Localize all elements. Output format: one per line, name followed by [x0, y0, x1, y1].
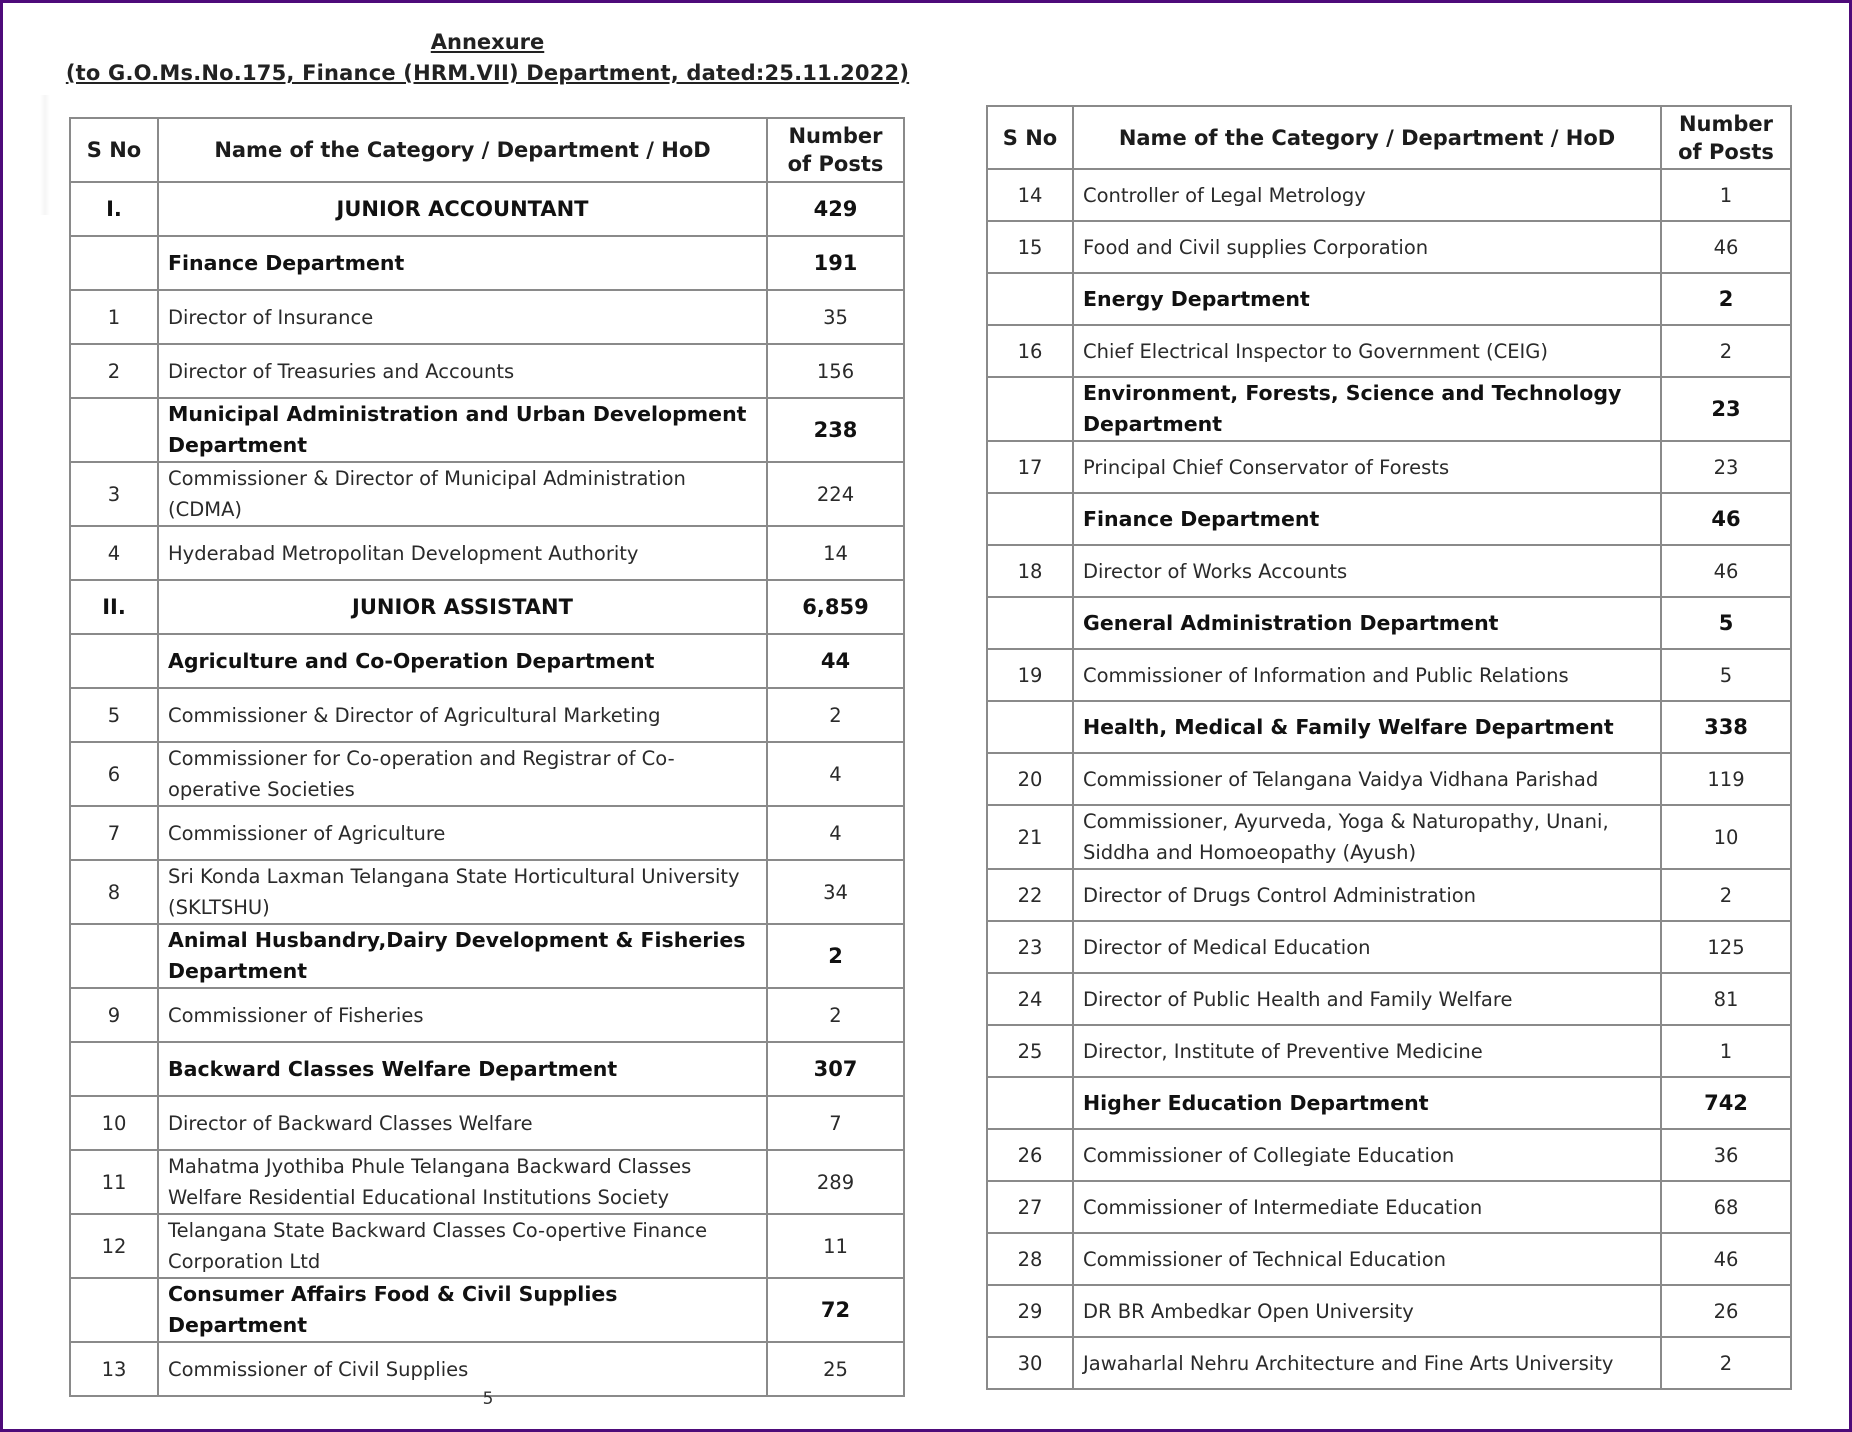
- table-row: [987, 441, 1791, 493]
- sno-cell: II.: [70, 580, 158, 634]
- table-header-row: [987, 106, 1791, 169]
- table-row: [70, 860, 904, 924]
- posts-cell: 2: [767, 924, 904, 988]
- name-cell: JUNIOR ASSISTANT: [158, 580, 767, 634]
- sno-cell: 15: [987, 221, 1073, 273]
- posts-cell: 238: [767, 398, 904, 462]
- sno-cell: I.: [70, 182, 158, 236]
- sno-cell: 25: [987, 1025, 1073, 1077]
- posts-cell: 46: [1661, 493, 1791, 545]
- posts-cell: 10: [1661, 805, 1791, 869]
- page-shadow: [40, 95, 50, 215]
- sno-cell: 5: [70, 688, 158, 742]
- posts-cell: 289: [767, 1150, 904, 1214]
- posts-cell: 5: [1661, 597, 1791, 649]
- posts-cell: 25: [767, 1342, 904, 1396]
- name-cell: Commissioner for Co-operation and Registrar of Co-operative Societies: [158, 742, 767, 806]
- name-cell: Municipal Administration and Urban Development Department: [158, 398, 767, 462]
- name-cell: Director of Drugs Control Administration: [1073, 869, 1661, 921]
- posts-cell: 4: [767, 742, 904, 806]
- document-subtitle: (to G.O.Ms.No.175, Finance (HRM.VII) Department, dated:25.11.2022): [65, 61, 910, 85]
- sno-cell: 16: [987, 325, 1073, 377]
- department-row: [987, 597, 1791, 649]
- sno-cell: 3: [70, 462, 158, 526]
- name-cell: Commissioner of Telangana Vaidya Vidhana Parishad: [1073, 753, 1661, 805]
- sno-cell: 12: [70, 1214, 158, 1278]
- sno-cell: 26: [987, 1129, 1073, 1181]
- name-cell: Director of Backward Classes Welfare: [158, 1096, 767, 1150]
- table-row: [987, 1181, 1791, 1233]
- name-cell: Commissioner, Ayurveda, Yoga & Naturopathy, Unani, Siddha and Homoeopathy (Ayush): [1073, 805, 1661, 869]
- column-header-name: Name of the Category / Department / HoD: [1073, 106, 1661, 169]
- posts-cell: 23: [1661, 441, 1791, 493]
- category-row: [70, 182, 904, 236]
- table-row: [70, 742, 904, 806]
- sno-cell: 9: [70, 988, 158, 1042]
- table-row: [987, 649, 1791, 701]
- name-cell: Director, Institute of Preventive Medicine: [1073, 1025, 1661, 1077]
- name-cell: Principal Chief Conservator of Forests: [1073, 441, 1661, 493]
- posts-cell: 224: [767, 462, 904, 526]
- column-header-name: Name of the Category / Department / HoD: [158, 118, 767, 182]
- sno-cell: [987, 273, 1073, 325]
- department-row: [70, 1042, 904, 1096]
- table-row: [987, 921, 1791, 973]
- name-cell: Director of Medical Education: [1073, 921, 1661, 973]
- department-row: [70, 398, 904, 462]
- column-header-posts: Number of Posts: [767, 118, 904, 182]
- table-row: [70, 290, 904, 344]
- column-header-sno: S No: [70, 118, 158, 182]
- page-number: 5: [482, 1389, 494, 1409]
- sno-cell: 7: [70, 806, 158, 860]
- posts-cell: 429: [767, 182, 904, 236]
- department-row: [70, 236, 904, 290]
- sno-cell: [70, 634, 158, 688]
- name-cell: Backward Classes Welfare Department: [158, 1042, 767, 1096]
- name-cell: Jawaharlal Nehru Architecture and Fine Arts University: [1073, 1337, 1661, 1389]
- column-header-sno: S No: [987, 106, 1073, 169]
- name-cell: Telangana State Backward Classes Co-opertive Finance Corporation Ltd: [158, 1214, 767, 1278]
- sno-cell: [987, 493, 1073, 545]
- name-cell: Food and Civil supplies Corporation: [1073, 221, 1661, 273]
- name-cell: Agriculture and Co-Operation Department: [158, 634, 767, 688]
- posts-cell: 7: [767, 1096, 904, 1150]
- sno-cell: 4: [70, 526, 158, 580]
- name-cell: Environment, Forests, Science and Technology Department: [1073, 377, 1661, 441]
- name-cell: Commissioner of Collegiate Education: [1073, 1129, 1661, 1181]
- posts-cell: 191: [767, 236, 904, 290]
- table-row: [987, 869, 1791, 921]
- name-cell: DR BR Ambedkar Open University: [1073, 1285, 1661, 1337]
- posts-cell: 14: [767, 526, 904, 580]
- posts-table-right: [986, 105, 1792, 1390]
- name-cell: Commissioner of Technical Education: [1073, 1233, 1661, 1285]
- name-cell: Director of Works Accounts: [1073, 545, 1661, 597]
- sno-cell: 23: [987, 921, 1073, 973]
- name-cell: Finance Department: [158, 236, 767, 290]
- table-row: [70, 1342, 904, 1396]
- posts-cell: 36: [1661, 1129, 1791, 1181]
- name-cell: Mahatma Jyothiba Phule Telangana Backward Classes Welfare Residential Educational Institutions Society: [158, 1150, 767, 1214]
- posts-cell: 46: [1661, 1233, 1791, 1285]
- table-row: [987, 325, 1791, 377]
- posts-cell: 81: [1661, 973, 1791, 1025]
- sno-cell: 17: [987, 441, 1073, 493]
- posts-cell: 23: [1661, 377, 1791, 441]
- table-row: [70, 806, 904, 860]
- sno-cell: 8: [70, 860, 158, 924]
- name-cell: Director of Treasuries and Accounts: [158, 344, 767, 398]
- name-cell: General Administration Department: [1073, 597, 1661, 649]
- table-row: [987, 1233, 1791, 1285]
- table-row: [987, 973, 1791, 1025]
- sno-cell: [70, 1278, 158, 1342]
- posts-cell: 2: [1661, 869, 1791, 921]
- sno-cell: 2: [70, 344, 158, 398]
- sno-cell: 28: [987, 1233, 1073, 1285]
- name-cell: Higher Education Department: [1073, 1077, 1661, 1129]
- posts-cell: 46: [1661, 545, 1791, 597]
- name-cell: Commissioner & Director of Municipal Administration (CDMA): [158, 462, 767, 526]
- sno-cell: 18: [987, 545, 1073, 597]
- column-header-posts: Number of Posts: [1661, 106, 1791, 169]
- sno-cell: [70, 924, 158, 988]
- document-title: Annexure: [430, 30, 545, 54]
- posts-cell: 2: [1661, 273, 1791, 325]
- sno-cell: [70, 1042, 158, 1096]
- posts-cell: 34: [767, 860, 904, 924]
- posts-cell: 26: [1661, 1285, 1791, 1337]
- posts-cell: 2: [1661, 1337, 1791, 1389]
- sno-cell: [987, 597, 1073, 649]
- sno-cell: [987, 1077, 1073, 1129]
- name-cell: Commissioner of Intermediate Education: [1073, 1181, 1661, 1233]
- posts-cell: 46: [1661, 221, 1791, 273]
- table-row: [70, 988, 904, 1042]
- name-cell: Hyderabad Metropolitan Development Authority: [158, 526, 767, 580]
- table-row: [70, 344, 904, 398]
- table-row: [70, 688, 904, 742]
- posts-cell: 338: [1661, 701, 1791, 753]
- table-row: [70, 1150, 904, 1214]
- table-row: [987, 753, 1791, 805]
- sno-cell: 22: [987, 869, 1073, 921]
- table-row: [70, 1214, 904, 1278]
- department-row: [987, 1077, 1791, 1129]
- posts-cell: 68: [1661, 1181, 1791, 1233]
- sno-cell: 6: [70, 742, 158, 806]
- sno-cell: 10: [70, 1096, 158, 1150]
- name-cell: Sri Konda Laxman Telangana State Horticultural University (SKLTSHU): [158, 860, 767, 924]
- posts-cell: 11: [767, 1214, 904, 1278]
- sno-cell: 30: [987, 1337, 1073, 1389]
- posts-cell: 307: [767, 1042, 904, 1096]
- department-row: [987, 493, 1791, 545]
- department-row: [987, 377, 1791, 441]
- table-row: [70, 462, 904, 526]
- name-cell: Commissioner of Agriculture: [158, 806, 767, 860]
- table-row: [987, 221, 1791, 273]
- table-row: [987, 805, 1791, 869]
- name-cell: Commissioner & Director of Agricultural Marketing: [158, 688, 767, 742]
- name-cell: Commissioner of Information and Public Relations: [1073, 649, 1661, 701]
- department-row: [70, 924, 904, 988]
- table-row: [987, 545, 1791, 597]
- sno-cell: [70, 236, 158, 290]
- sno-cell: [987, 377, 1073, 441]
- sno-cell: [987, 701, 1073, 753]
- name-cell: JUNIOR ACCOUNTANT: [158, 182, 767, 236]
- sno-cell: 27: [987, 1181, 1073, 1233]
- table-row: [987, 169, 1791, 221]
- posts-cell: 2: [767, 988, 904, 1042]
- posts-cell: 2: [767, 688, 904, 742]
- name-cell: Controller of Legal Metrology: [1073, 169, 1661, 221]
- name-cell: Animal Husbandry,Dairy Development & Fisheries Department: [158, 924, 767, 988]
- name-cell: Director of Public Health and Family Welfare: [1073, 973, 1661, 1025]
- posts-cell: 35: [767, 290, 904, 344]
- name-cell: Commissioner of Fisheries: [158, 988, 767, 1042]
- posts-cell: 1: [1661, 1025, 1791, 1077]
- sno-cell: 29: [987, 1285, 1073, 1337]
- posts-cell: 1: [1661, 169, 1791, 221]
- sno-cell: 19: [987, 649, 1073, 701]
- name-cell: Chief Electrical Inspector to Government (CEIG): [1073, 325, 1661, 377]
- sno-cell: 14: [987, 169, 1073, 221]
- name-cell: Health, Medical & Family Welfare Department: [1073, 701, 1661, 753]
- name-cell: Director of Insurance: [158, 290, 767, 344]
- sno-cell: [70, 398, 158, 462]
- name-cell: Energy Department: [1073, 273, 1661, 325]
- name-cell: Commissioner of Civil Supplies: [158, 1342, 767, 1396]
- table-row: [987, 1285, 1791, 1337]
- department-row: [987, 701, 1791, 753]
- sno-cell: 24: [987, 973, 1073, 1025]
- posts-cell: 6,859: [767, 580, 904, 634]
- department-row: [70, 1278, 904, 1342]
- name-cell: Finance Department: [1073, 493, 1661, 545]
- table-row: [987, 1337, 1791, 1389]
- posts-cell: 4: [767, 806, 904, 860]
- posts-cell: 2: [1661, 325, 1791, 377]
- table-row: [987, 1025, 1791, 1077]
- name-cell: Consumer Affairs Food & Civil Supplies Department: [158, 1278, 767, 1342]
- table-row: [70, 1096, 904, 1150]
- posts-cell: 72: [767, 1278, 904, 1342]
- posts-cell: 125: [1661, 921, 1791, 973]
- sno-cell: 21: [987, 805, 1073, 869]
- posts-cell: 119: [1661, 753, 1791, 805]
- category-row: [70, 580, 904, 634]
- sno-cell: 13: [70, 1342, 158, 1396]
- posts-cell: 44: [767, 634, 904, 688]
- posts-table-left: [69, 117, 905, 1397]
- sno-cell: 11: [70, 1150, 158, 1214]
- table-row: [987, 1129, 1791, 1181]
- department-row: [987, 273, 1791, 325]
- table-row: [70, 526, 904, 580]
- posts-cell: 156: [767, 344, 904, 398]
- posts-cell: 742: [1661, 1077, 1791, 1129]
- sno-cell: 1: [70, 290, 158, 344]
- posts-cell: 5: [1661, 649, 1791, 701]
- sno-cell: 20: [987, 753, 1073, 805]
- table-header-row: [70, 118, 904, 182]
- department-row: [70, 634, 904, 688]
